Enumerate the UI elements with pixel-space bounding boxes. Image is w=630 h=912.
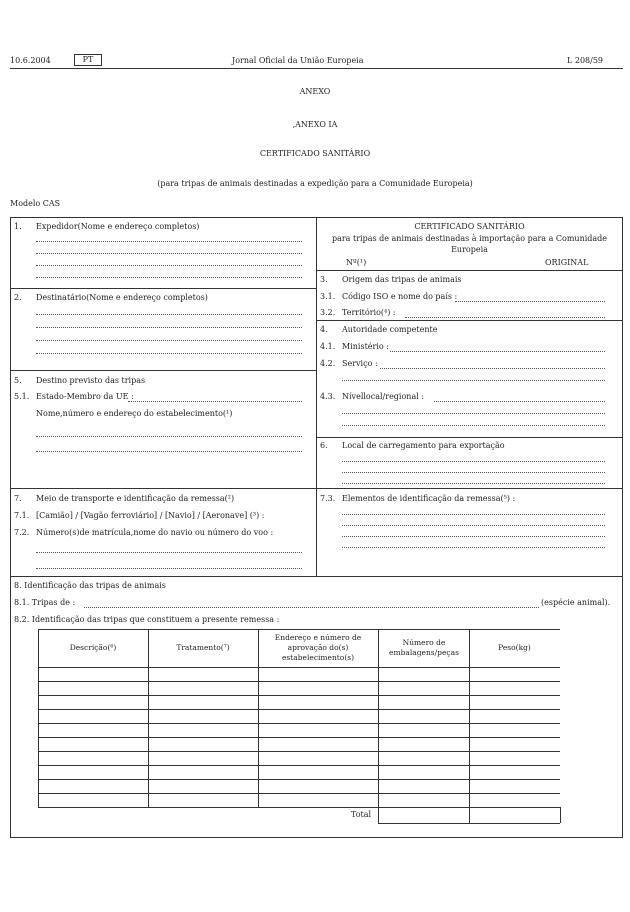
consignor-label: Expedidor(Nome e endereço completos) xyxy=(36,222,200,231)
consignee-field[interactable] xyxy=(36,314,302,315)
authority-label: Autoridade competente xyxy=(342,325,438,334)
column-header-packages: Número de embalagens/peças xyxy=(389,638,459,657)
section-3-1-number: 3.1. xyxy=(320,292,336,301)
section-7-2-number: 7.2. xyxy=(14,528,30,537)
total-label: Total xyxy=(351,810,372,819)
section-1-number: 1. xyxy=(14,222,22,231)
journal-title: Jornal Oficial da União Europeia xyxy=(232,56,364,65)
destination-label: Destino previsto das tripas xyxy=(36,376,146,385)
table-row[interactable] xyxy=(38,737,560,738)
section-7-number: 7. xyxy=(14,494,22,503)
table-row[interactable] xyxy=(38,807,560,808)
consignee-field[interactable] xyxy=(36,327,302,328)
consignor-field[interactable] xyxy=(36,253,302,254)
table-row[interactable] xyxy=(38,681,560,682)
species-suffix: (espécie animal). xyxy=(541,598,611,607)
table-row[interactable] xyxy=(38,779,560,780)
table-row[interactable] xyxy=(38,709,560,710)
species-field[interactable] xyxy=(84,607,539,608)
member-state-field[interactable] xyxy=(128,401,302,402)
territory-label: Território(⁴) : xyxy=(342,308,396,317)
section-5-number: 5. xyxy=(14,376,22,385)
consignor-field[interactable] xyxy=(36,277,302,278)
ministry-field[interactable] xyxy=(390,351,605,352)
registration-field[interactable] xyxy=(36,552,302,553)
right-certificate-line1: para tripas de animais destinadas à importação para a Comunidade xyxy=(331,234,608,243)
species-label: 8.1. Tripas de : xyxy=(14,598,76,607)
consignment-id-field[interactable] xyxy=(342,547,605,548)
section-4-1-number: 4.1. xyxy=(320,342,336,351)
service-field[interactable] xyxy=(380,368,605,369)
header-rule xyxy=(10,68,623,69)
section-8-label: 8. Identificação das tripas de animais xyxy=(14,581,166,590)
consignment-id-field[interactable] xyxy=(342,525,605,526)
right-certificate-title: CERTIFICADO SANITÁRIO xyxy=(414,222,525,231)
consignment-id-field[interactable] xyxy=(342,514,605,515)
table-row[interactable] xyxy=(38,723,560,724)
column-header-treatment: Tratamento(⁷) xyxy=(176,643,230,652)
loading-place-label: Local de carregamento para exportação xyxy=(342,441,505,450)
language-code: PT xyxy=(74,54,102,66)
loading-place-field[interactable] xyxy=(342,461,605,462)
origin-label: Origem das tripas de animais xyxy=(342,275,462,284)
section-5-1-number: 5.1. xyxy=(14,392,30,401)
section-7-3-number: 7.3. xyxy=(320,494,336,503)
transport-type-options: [Camião] / [Vagão ferroviário] / [Navio] / [Aeronave] (³) : xyxy=(36,511,265,520)
establishment-label: Nome,número e endereço do estabelecimento(¹) xyxy=(36,409,233,418)
model-label: Modelo CAS xyxy=(10,199,61,208)
page-reference: L 208/59 xyxy=(567,56,603,65)
column-header-establishment: Endereço e número de aprovação do(s) estabelecimento(s) xyxy=(274,633,362,662)
consignee-label: Destinatário(Nome e endereço completos) xyxy=(36,293,208,302)
loading-place-field[interactable] xyxy=(342,472,605,473)
local-level-field[interactable] xyxy=(342,425,605,426)
establishment-field[interactable] xyxy=(36,451,302,452)
service-label: Serviço : xyxy=(342,359,378,368)
local-level-field[interactable] xyxy=(342,413,605,414)
registration-label: Número(s)de matrícula,nome do navio ou número do voo : xyxy=(36,528,274,537)
section-2-number: 2. xyxy=(14,293,22,302)
consignment-id-label: Elementos de identificação da remessa(⁵) : xyxy=(342,494,516,503)
table-row[interactable] xyxy=(38,751,560,752)
country-field[interactable] xyxy=(455,301,605,302)
section-3-number: 3. xyxy=(320,275,328,284)
original-label: ORIGINAL xyxy=(545,258,589,267)
certificate-number-label: Nº(¹) xyxy=(346,258,367,267)
registration-field[interactable] xyxy=(36,568,302,569)
right-certificate-line2: Europeia xyxy=(451,245,488,254)
ministry-label: Ministério : xyxy=(342,342,389,351)
certificate-subtitle: (para tripas de animais destinadas a expedição para a Comunidade Europeia) xyxy=(157,179,473,188)
country-label: Código ISO e nome do país : xyxy=(342,292,458,301)
table-row[interactable] xyxy=(38,695,560,696)
table-row[interactable] xyxy=(38,765,560,766)
consignment-id-field[interactable] xyxy=(342,536,605,537)
certificate-title: CERTIFICADO SANITÁRIO xyxy=(259,149,371,158)
publication-date: 10.6.2004 xyxy=(10,56,51,65)
member-state-label: Estado-Membro da UE : xyxy=(36,392,134,401)
territory-field[interactable] xyxy=(405,317,605,318)
section-3-2-number: 3.2. xyxy=(320,308,336,317)
column-header-weight: Peso(kg) xyxy=(498,643,531,652)
section-4-2-number: 4.2. xyxy=(320,359,336,368)
establishment-field[interactable] xyxy=(36,436,302,437)
consignor-field[interactable] xyxy=(36,265,302,266)
section-6-number: 6. xyxy=(320,441,328,450)
table-row[interactable] xyxy=(38,793,560,794)
section-4-3-number: 4.3. xyxy=(320,392,336,401)
loading-place-field[interactable] xyxy=(342,483,605,484)
annex-title: ANEXO xyxy=(299,87,331,96)
consignor-field[interactable] xyxy=(36,241,302,242)
column-header-description: Descrição(⁶) xyxy=(69,643,117,652)
annex-ia-title: ‚ANEXO IA xyxy=(292,120,338,129)
section-7-1-number: 7.1. xyxy=(14,511,30,520)
consignee-field[interactable] xyxy=(36,353,302,354)
service-field[interactable] xyxy=(342,380,605,381)
section-4-number: 4. xyxy=(320,325,328,334)
consignment-identification-label: 8.2. Identificação das tripas que constituem a presente remessa : xyxy=(14,615,280,624)
local-level-label: Nívellocal/regional : xyxy=(342,392,425,401)
local-level-field[interactable] xyxy=(434,401,605,402)
consignee-field[interactable] xyxy=(36,340,302,341)
transport-label: Meio de transporte e identificação da remessa(²) xyxy=(36,494,235,503)
